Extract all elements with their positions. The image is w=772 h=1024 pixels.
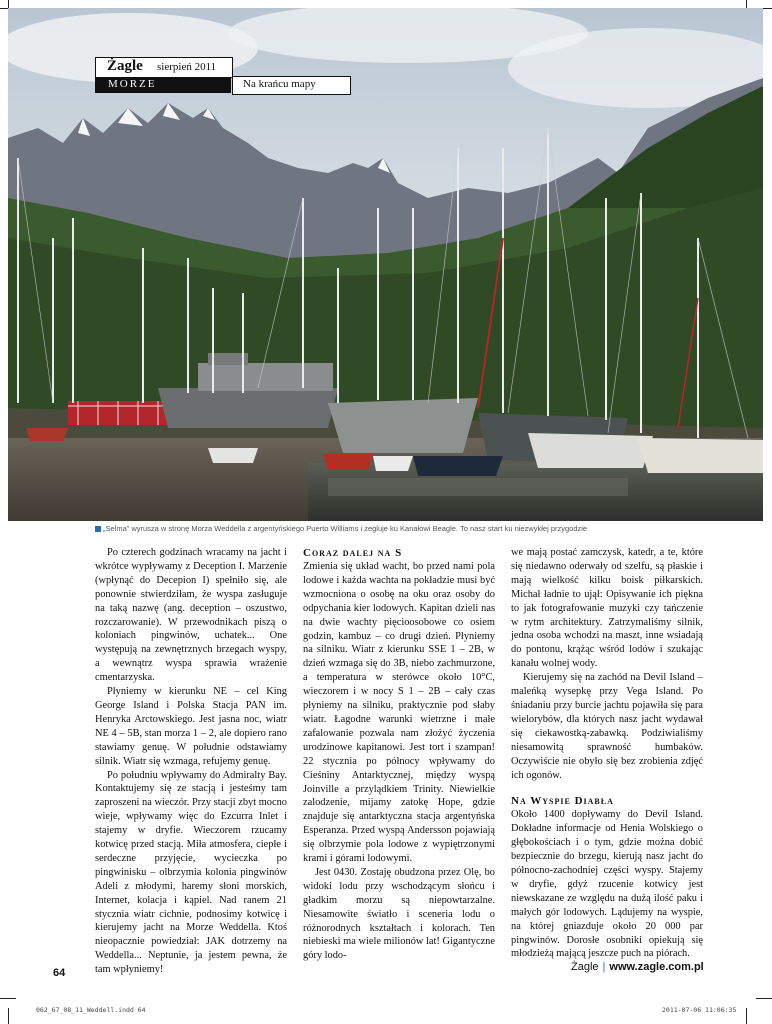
photo-caption	[95, 524, 715, 533]
article-column-1	[95, 546, 287, 977]
footer-url[interactable]: www.zagle.com.pl	[609, 961, 704, 973]
footer-separator: |	[602, 961, 606, 973]
section-heading: Na Wyspie Diabła	[511, 795, 614, 808]
section-badge	[95, 57, 351, 94]
subsection-label-box	[232, 76, 351, 95]
paragraph: Jest 0430. Zostaję obudzona przez Olę, bo widoki lodu przy wschodzącym słońcu i gładkim morzu są niepowtarzalne. Niesamowite światło i sceneria lodu o różnorodnych kształtach i kolorach. Ten niebieski ma wiele milionów lat! Gigantyczne góry lodo-	[303, 866, 495, 962]
crop-mark	[8, 1008, 9, 1024]
caption-marker-icon	[95, 526, 101, 532]
crop-mark	[756, 998, 772, 999]
crop-mark	[0, 998, 16, 999]
paragraph: Zmienia się układ wacht, bo przed nami pola lodowe i każda wachta na pokładzie musi być wzmocniona o osobę na oku oraz osoby do odpychania kier lodowych. Kapitan dzieli nas na dwie wachty pięcioosobowe co osiem godzin, kambuz – co drugi dzień. Płyniemy na silniku. Wiatr z kierunku SSE 1 – 2B, w dzień wzmaga się do 3B, niebo zachmurzone, a temperatura w sterówce około 10°C, wieczorem i w nocy S 1 – 2B – cały czas płyniemy na silniku, praktycznie pod słaby wiatr. Łagodne warunki wietrzne i małe zafalowanie pozwala nam złożyć życzenia urodzinowe kapitanowi. Jest tort i szampan! 22 stycznia po północy wpływamy do Cieśniny Antarktycznej, między wyspą Joinville a przylądkiem Trinity. Niewielkie zalodzenie, mijamy zatokę Hope, gdzie znajduje się antarktyczna stacja argentyńska Esperanza. Przed wyspą Andersson pojawiają się olbrzymie pola lodowe z wypiętrzonymi krami i górami lodowymi.	[303, 561, 495, 865]
footer-credit	[571, 961, 704, 973]
subsection-label: Na krańcu mapy	[243, 78, 316, 90]
slug-file: 062_67_08_11_Weddell.indd 64	[36, 1006, 146, 1014]
paragraph: Około 1400 dopływamy do Devil Island. Dokładne informacje od Henia Wolskiego o głębokościach i o tym, gdzie można dobić bezpiecznie do brzegu, kierują nasz jacht do północno-zachodniej części wyspy. Stajemy w dryfie, gdyż rzucenie kotwicy jest niewskazane ze względu na dużą ilość paku i małych gór lodowych. Lądujemy na wyspie, na której gniazduje około 20 000 par pingwinów. Dorosłe osobniki opiekują się młodzieżą mającą jeszcze puch na piórach.	[511, 809, 703, 960]
slug-timestamp: 2011-07-06 11:06:35	[662, 1006, 737, 1014]
article-column-3	[511, 546, 703, 961]
paragraph: Kierujemy się na zachód na Devil Island – maleńką wysepkę przy Vega Island. Po śniadaniu przy burcie jachtu pojawiła się para wielorybów, dla których nasz jacht wydawał się ciekawostką-zabawką. Podziwialiśmy niesamowitą sprawność humbaków. Oczywiście nie obyło się bez zrobienia zdjęć ich ogonów.	[511, 672, 703, 781]
section-heading: Coraz dalej na S	[303, 547, 403, 559]
paragraph: Po czterech godzinach wracamy na jacht i wkrótce wypływamy z Deception I. Marzenie (wpłynąć do Decepion I) spełniło się, ale ponownie stwierdziłam, że wyspa zasługuje na taką nazwę (ang. deception – oszustwo, rozczarowanie). W przewodnikach piszą o koloniach pingwinów, uchatek... One występują na zewnętrznych brzegach wyspy, a wewnątrz wyspa sprawia wrażenie cmentarzyska.	[95, 547, 287, 684]
magazine-name: Żagle	[107, 58, 143, 74]
crop-mark	[746, 1008, 747, 1024]
section-label: MORZE	[108, 78, 157, 90]
paragraph: Po południu wpływamy do Admiralty Bay. Kontaktujemy się ze stacją i jesteśmy tam zaproszeni na wieczór. Przy stacji zbyt mocno wieje, wpływamy więc do Ezcurra Inlet i stajemy w dryfie. Wieczorem rzucamy kotwicę przed stacją. Miła atmosfera, ciepłe i serdeczne przyjęcie, wycieczka po pingwinisku – olbrzymia kolonia pingwinów Adeli z młodymi, haremy słoni morskich, Internet, kolacja i kąpiel. Nad ranem 21 stycznia wiatr cichnie, podnosimy kotwicę i kierujemy jacht na Morze Weddella. Ktoś nieopacznie powiedział: JAK dotrzemy na Weddella... Neptunie, ja jestem pewna, że tam wpłyniemy!	[95, 769, 287, 976]
section-label-box	[95, 77, 231, 93]
footer-magazine: Żagle	[571, 961, 599, 973]
paragraph: Płyniemy w kierunku NE – cel King George Island i Polska Stacja PAN im. Henryka Arctowskiego. Jest jasna noc, wiatr NE 4 – 5B, stan morza 1 – 2, ale dopiero rano stawiamy genuę. W południe odstawiamy silnik. Wiatr się wzmaga, refujemy genuę.	[95, 686, 287, 767]
badge-top	[95, 57, 233, 78]
paragraph: we mają postać zamczysk, katedr, a te, które się niedawno oderwały od szelfu, są płaskie i mają wielkość kilku boisk piłkarskich. Michał ładnie to ujął: Opisywanie ich piękna to jak fotografowanie muzyki czy tańczenie w rytm architektury. Zatrzymaliśmy silnik, jedna osoba wchodzi na maszt, inne wsiadają do pontonu, krążąc wśród lodów i szukając kanału wolnej wody.	[511, 547, 703, 670]
issue-date: sierpień 2011	[157, 61, 217, 73]
article-column-2	[303, 546, 495, 963]
page-number: 64	[53, 967, 66, 979]
caption-text: „Selma” wyrusza w stronę Morza Weddella z argentyńskiego Puerto Williams i żegluje ku Kanałowi Beagle. To nasz start ku niezwykłej przygodzie	[103, 524, 588, 533]
